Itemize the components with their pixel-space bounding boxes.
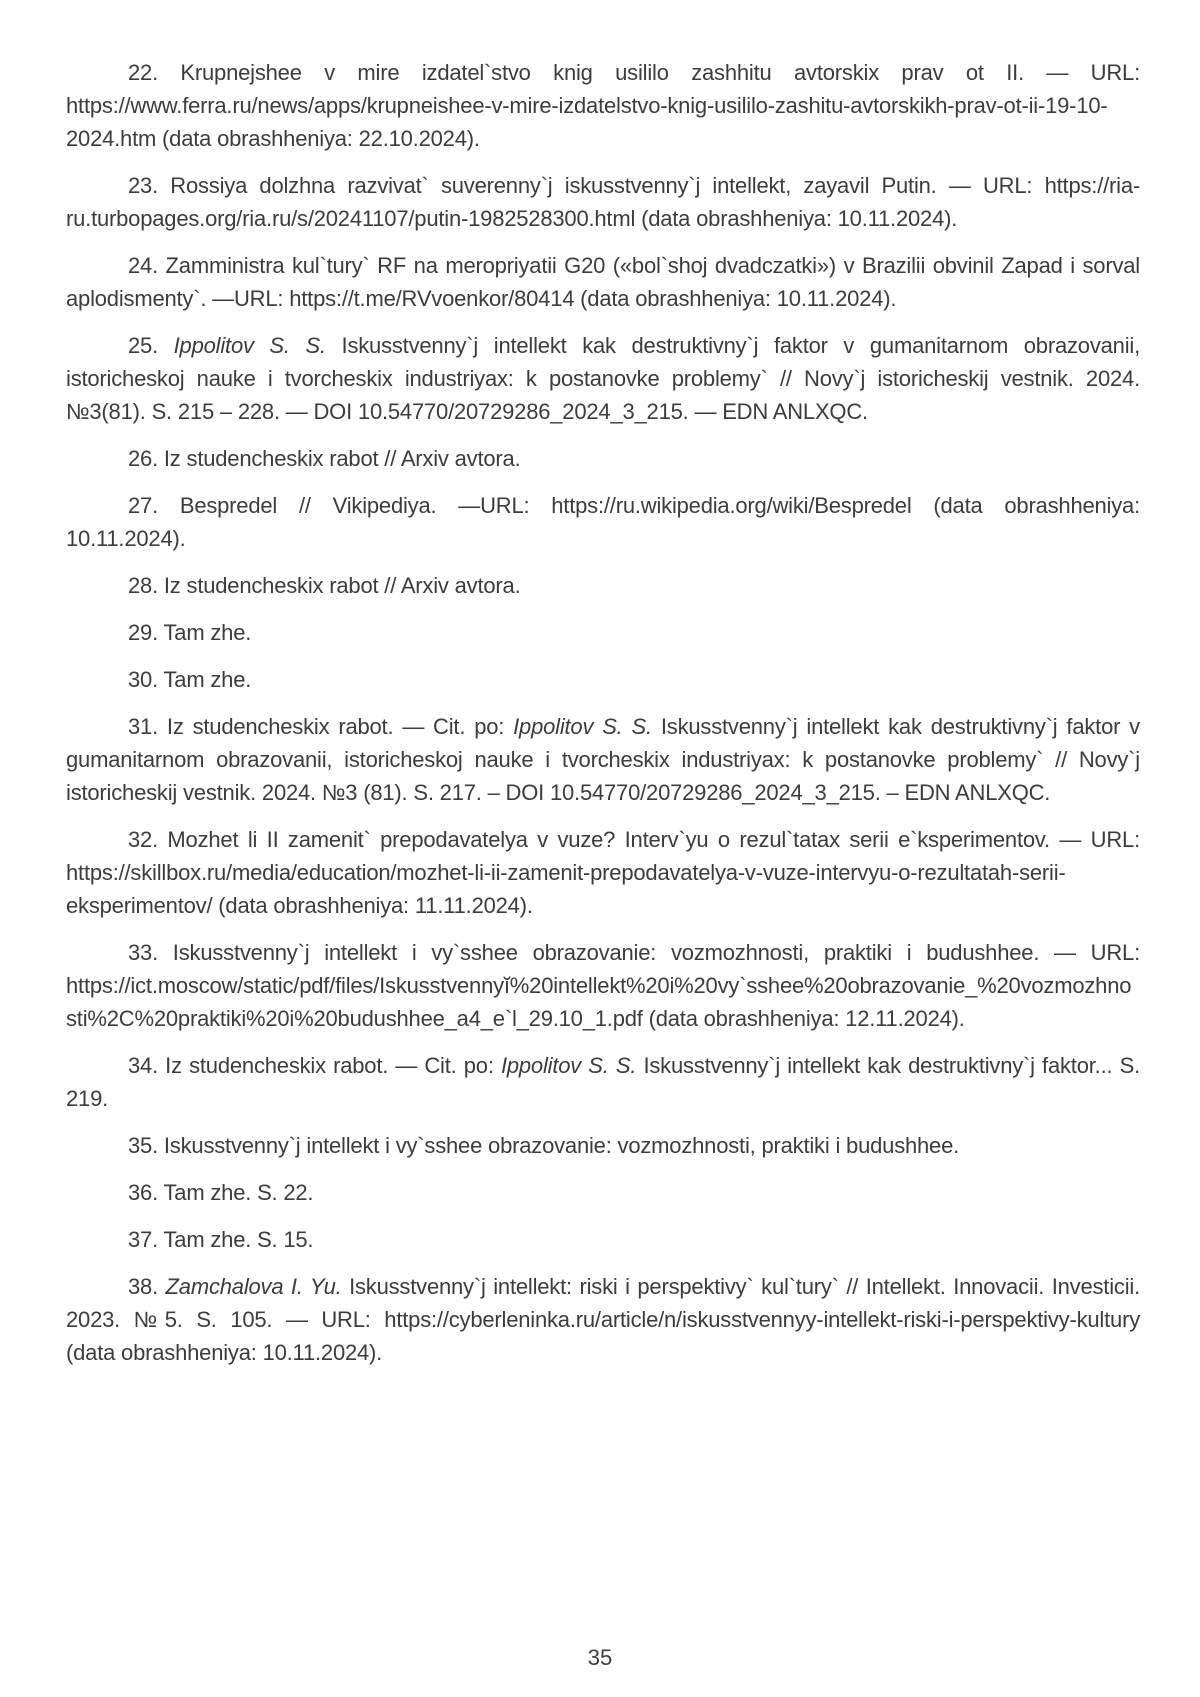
reference-item [66,489,1140,555]
reference-text: 37. Tam zhe. S. 15. [128,1227,314,1252]
reference-text: 23. Rossiya dolzhna razvivat` suverenny`j iskusstvenny`j intellekt, zayavil Putin. — URL: https://ria-ru.turbopages.org/ria.ru/s/20241107/putin-1982528300.html (data obrashheniya: 10.11.2024). [66,173,1140,231]
reference-item [66,663,1140,696]
reference-item [66,1270,1140,1369]
reference-item [66,1129,1140,1162]
reference-item [66,616,1140,649]
reference-item [66,169,1140,235]
reference-text: 35. Iskusstvenny`j intellekt i vy`sshee obrazovanie: vozmozhnosti, praktiki i budushhee. [128,1133,960,1158]
reference-text: Iskusstvenny`j intellekt kak destruktivny`j faktor... S. 219. [66,1053,1140,1111]
reference-text: 32. Mozhet li II zamenit` prepodavatelya v vuze? Interv`yu o rezul`tatax serii e`ksperimentov. — URL: https://skillbox.ru/media/education/mozhet-li-ii-zamenit-prepodavatelya-v-vuze-intervyu-o-rezultatah-serii-eksperimentov/ (data obrashheniya: 11.11.2024). [66,827,1140,918]
reference-text: 36. Tam zhe. S. 22. [128,1180,314,1205]
references-list [66,56,1140,1383]
reference-item [66,1049,1140,1115]
author-name: Ippolitov S. S. [513,714,652,739]
reference-text: Iskusstvenny`j intellekt kak destruktivny`j faktor v gumanitarnom obrazovanii, istoricheskoj nauke i tvorcheskix industriyax: k postanovke problemy` // Novy`j istoricheskij vestnik. 2024. №3 (81). S. 217. – DOI 10.54770/20729286_2024_3_215. – EDN ANLXQC. [66,714,1140,805]
reference-item [66,710,1140,809]
reference-text: 31. Iz studencheskix rabot. — Cit. po: [128,714,514,739]
reference-item [66,1176,1140,1209]
reference-item [66,1223,1140,1256]
reference-item [66,936,1140,1035]
author-name: Zamchalova I. Yu. [165,1274,342,1299]
reference-text: 29. Tam zhe. [128,620,252,645]
reference-text: 28. Iz studencheskix rabot // Arxiv avtora. [128,573,521,598]
reference-text: 38. [128,1274,166,1299]
reference-item [66,329,1140,428]
reference-text: 33. Iskusstvenny`j intellekt i vy`sshee obrazovanie: vozmozhnosti, praktiki i budushhee. — URL: https://ict.moscow/static/pdf/files/Iskusstvennyĭ%20intellekt%20i%20vy`sshee%20obrazovanie_%20vozmozhnosti%2C%20praktiki%20i%20budushhee_a4_e`l_29.10_1.pdf (data obrashheniya: 12.11.2024). [66,940,1140,1031]
reference-text: Iskusstvenny`j intellekt kak destruktivny`j faktor v gumanitarnom obrazovanii, istoricheskoj nauke i tvorcheskix industriyax: k postanovke problemy` // Novy`j istoricheskij vestnik. 2024. №3(81). S. 215 – 228. — DOI 10.54770/20729286_2024_3_215. — EDN ANLXQC. [66,333,1140,424]
reference-text: 34. Iz studencheskix rabot. — Cit. po: [128,1053,501,1078]
reference-text: 27. Bespredel // Vikipediya. —URL: https://ru.wikipedia.org/wiki/Bespredel (data obrashheniya: 10.11.2024). [66,493,1140,551]
reference-text: 30. Tam zhe. [128,667,252,692]
reference-item [66,442,1140,475]
reference-text: 24. Zamministra kul`tury` RF na meropriyatii G20 («bol`shoj dvadczatki») v Brazilii obvinil Zapad i sorval aplodismenty`. —URL: https://t.me/RVvoenkor/80414 (data obrashheniya: 10.11.2024). [66,253,1140,311]
author-name: Ippolitov S. S. [500,1053,637,1078]
author-name: Ippolitov S. S. [173,333,326,358]
page-number: 35 [587,1645,613,1670]
reference-text: 22. Krupnejshee v mire izdatel`stvo knig usililo zashhitu avtorskix prav ot II. — URL: https://www.ferra.ru/news/apps/krupneishee-v-mire-izdatelstvo-knig-usililo-zashitu-avtorskikh-prav-ot-ii-19-10-2024.htm (data obrashheniya: 22.10.2024). [66,60,1140,151]
reference-item [66,569,1140,602]
reference-item [66,249,1140,315]
reference-item [66,56,1140,155]
reference-text: 26. Iz studencheskix rabot // Arxiv avtora. [128,446,521,471]
reference-text: 25. [128,333,174,358]
reference-text: Iskusstvenny`j intellekt: riski i perspektivy` kul`tury` // Intellekt. Innovacii. Investicii. 2023. №5. S. 105. — URL: https://cyberleninka.ru/article/n/iskusstvennyy-intellekt-riski-i-perspektivy-kultury (data obrashheniya: 10.11.2024). [66,1274,1140,1365]
reference-item [66,823,1140,922]
